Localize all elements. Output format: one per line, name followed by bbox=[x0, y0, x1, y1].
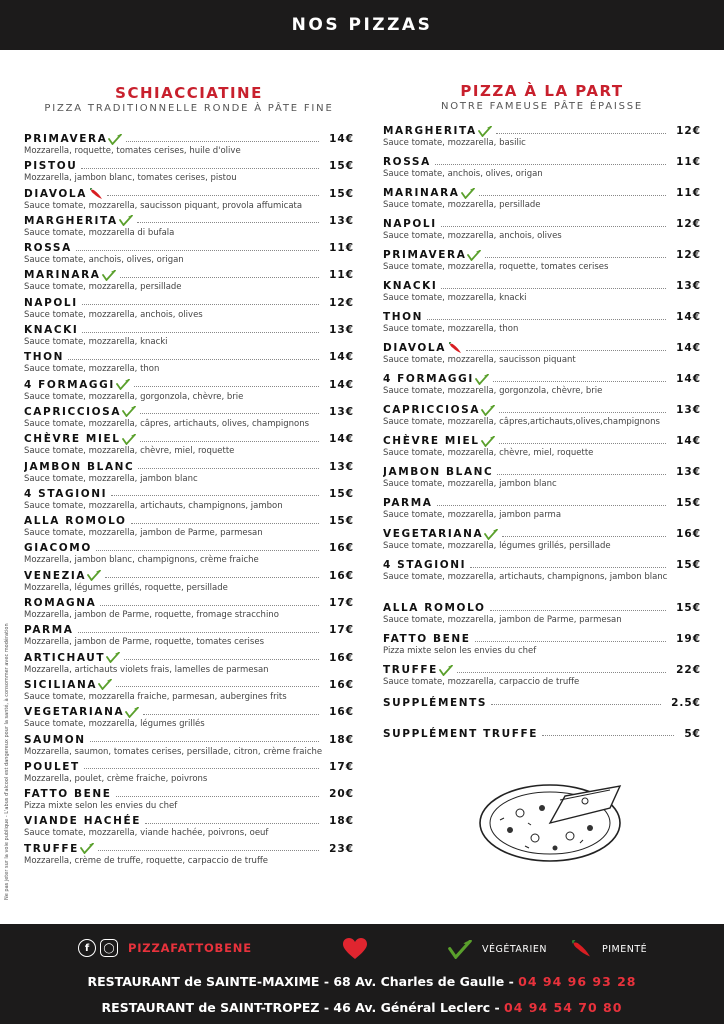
vegetarian-icon bbox=[116, 379, 130, 390]
dot-leader bbox=[470, 567, 666, 568]
dot-leader bbox=[493, 381, 666, 382]
menu-item bbox=[24, 487, 354, 514]
menu-item bbox=[24, 514, 354, 541]
item-name: 4 FORMAGGI bbox=[24, 378, 115, 391]
dot-leader bbox=[81, 168, 319, 169]
dot-leader bbox=[490, 610, 667, 611]
menu-item bbox=[383, 155, 701, 186]
vegetarian-icon bbox=[484, 529, 498, 540]
menu-item bbox=[383, 527, 701, 558]
menu-item bbox=[24, 296, 354, 323]
dot-leader bbox=[140, 413, 319, 414]
item-name: GIACOMO bbox=[24, 542, 92, 555]
item-name: NAPOLI bbox=[383, 218, 437, 230]
dot-leader bbox=[140, 441, 320, 442]
dot-leader bbox=[116, 686, 319, 687]
item-price: 20€ bbox=[329, 788, 354, 801]
item-price: 13€ bbox=[329, 405, 354, 418]
menu-item bbox=[24, 787, 354, 814]
dot-leader bbox=[485, 257, 666, 258]
menu-item bbox=[24, 814, 354, 841]
item-price: 14€ bbox=[676, 373, 701, 385]
item-description: Sauce tomate, mozzarella, roquette, tomates cerises bbox=[383, 262, 609, 272]
dot-leader bbox=[499, 412, 666, 413]
menu-item bbox=[383, 601, 701, 632]
menu-item bbox=[383, 632, 701, 663]
item-description: Sauce tomate, mozzarella, jambon blanc bbox=[24, 473, 198, 484]
item-description: Sauce tomate, mozzarella di bufala bbox=[24, 227, 175, 238]
menu-item bbox=[24, 623, 354, 650]
item-description: Sauce tomate, mozzarella, anchois, olives bbox=[24, 309, 203, 320]
chili-icon bbox=[448, 342, 462, 354]
dot-leader bbox=[499, 443, 667, 444]
item-name: 4 STAGIONI bbox=[24, 487, 108, 500]
dot-leader bbox=[82, 332, 319, 333]
item-description: Sauce tomate, mozzarella, knacki bbox=[383, 293, 527, 303]
item-description: Mozzarella, jambon blanc, tomates cerises, pistou bbox=[24, 173, 237, 184]
item-name: SICILIANA bbox=[24, 678, 98, 691]
item-description: Sauce tomate, mozzarella, knacki bbox=[24, 337, 168, 348]
pizza-a-la-part-section bbox=[383, 82, 701, 756]
item-name: CHÈVRE MIEL bbox=[383, 435, 480, 447]
vegetarian-icon bbox=[102, 270, 116, 281]
item-name: KNACKI bbox=[24, 324, 79, 337]
dot-leader bbox=[435, 164, 666, 165]
vegetarian-icon bbox=[125, 707, 139, 718]
item-price: 15€ bbox=[329, 487, 354, 500]
item-description: Mozzarella, jambon de Parme, roquette, tomates cerises bbox=[24, 637, 264, 648]
item-description: Sauce tomate, mozzarella, câpres,artichauts,olives,champignons bbox=[383, 417, 660, 427]
item-name: CHÈVRE MIEL bbox=[24, 433, 121, 446]
dot-leader bbox=[107, 195, 319, 196]
menu-item bbox=[24, 760, 354, 787]
item-description: Sauce tomate, anchois, olives, origan bbox=[24, 255, 184, 266]
section-title: SCHIACCIATINE bbox=[115, 84, 263, 102]
menu-item bbox=[383, 465, 701, 496]
menu-item bbox=[383, 403, 701, 434]
item-description: Mozzarella, saumon, tomates cerises, persillade, citron, crème fraiche bbox=[24, 746, 323, 757]
menu-item bbox=[24, 214, 354, 241]
item-price: 17€ bbox=[329, 597, 354, 610]
item-description: Pizza mixte selon les envies du chef bbox=[24, 801, 178, 812]
vegetarian-icon bbox=[448, 940, 472, 959]
item-price: 16€ bbox=[329, 706, 354, 719]
menu-item bbox=[383, 186, 701, 217]
dot-leader bbox=[466, 350, 666, 351]
item-description: Sauce tomate, mozzarella, gorgonzola, chèvre, brie bbox=[383, 386, 603, 396]
dot-leader bbox=[111, 495, 319, 496]
item-name: ROSSA bbox=[383, 156, 431, 168]
item-description: Sauce tomate, mozzarella, artichauts, champignons, jambon blanc bbox=[383, 572, 668, 582]
item-description: Pizza mixte selon les envies du chef bbox=[383, 646, 537, 656]
item-name: FATTO BENE bbox=[383, 633, 471, 645]
item-name: MARGHERITA bbox=[24, 214, 118, 227]
menu-list bbox=[24, 132, 354, 869]
menu-item bbox=[24, 842, 354, 869]
item-description: Sauce tomate, mozzarella, carpaccio de truffe bbox=[383, 677, 580, 687]
item-price: 18€ bbox=[329, 815, 354, 828]
item-description: Mozzarella, crème de truffe, roquette, carpaccio de truffe bbox=[24, 855, 269, 866]
page-title: NOS PIZZAS bbox=[291, 15, 433, 35]
vegetarian-icon bbox=[98, 679, 112, 690]
dot-leader bbox=[437, 505, 667, 506]
dot-leader bbox=[441, 226, 666, 227]
menu-item bbox=[383, 341, 701, 372]
menu-item bbox=[24, 460, 354, 487]
item-name: PARMA bbox=[24, 624, 74, 637]
legal-note-text: Ne pas jeter sur la voie publique - L'abus d'alcool est dangereux pour la santé, à consommer avec modération bbox=[4, 623, 10, 900]
item-price: 14€ bbox=[329, 433, 354, 446]
item-price: 14€ bbox=[676, 342, 701, 354]
item-description: Sauce tomate, anchois, olives, origan bbox=[383, 169, 543, 179]
item-price: 12€ bbox=[676, 125, 701, 137]
vegetarian-icon bbox=[106, 652, 120, 663]
vegetarian-icon bbox=[461, 188, 475, 199]
footer bbox=[0, 924, 724, 1024]
item-price: 14€ bbox=[676, 435, 701, 447]
item-description: Sauce tomate, mozzarella, légumes grillés bbox=[24, 719, 205, 730]
item-name: VENEZIA bbox=[24, 569, 87, 582]
item-price: 13€ bbox=[676, 280, 701, 292]
item-description: Mozzarella, jambon blanc, champignons, crème fraiche bbox=[24, 555, 259, 566]
dot-leader bbox=[497, 474, 666, 475]
social-handle[interactable]: PIZZAFATTOBENE bbox=[128, 941, 252, 955]
item-description: Sauce tomate, mozzarella, chèvre, miel, roquette bbox=[383, 448, 594, 458]
item-description: Sauce tomate, mozzarella, gorgonzola, chèvre, brie bbox=[24, 391, 244, 402]
item-description: Sauce tomate, mozzarella, légumes grillés, persillade bbox=[383, 541, 611, 551]
legend-veg-label: VÉGÉTARIEN bbox=[482, 944, 547, 955]
item-price: 14€ bbox=[329, 378, 354, 391]
dot-leader bbox=[496, 133, 666, 134]
vegetarian-icon bbox=[439, 665, 453, 676]
address-saint-tropez: RESTAURANT de SAINT-TROPEZ - 46 Av. Général Leclerc - 04 94 54 70 80 bbox=[101, 1000, 623, 1015]
item-price: 15€ bbox=[676, 602, 701, 614]
item-description: Sauce tomate, mozzarella, chèvre, miel, roquette bbox=[24, 446, 235, 457]
menu-item bbox=[383, 663, 701, 694]
item-name: VEGETARIANA bbox=[383, 528, 484, 540]
dot-leader bbox=[105, 577, 319, 578]
schiacciatine-section bbox=[24, 84, 354, 869]
vegetarian-icon bbox=[467, 250, 481, 261]
item-name: MARINARA bbox=[24, 269, 101, 282]
item-description: Mozzarella, jambon de Parme, roquette, fromage stracchino bbox=[24, 610, 279, 621]
item-description: Sauce tomate, mozzarella, anchois, olives bbox=[383, 231, 562, 241]
dot-leader bbox=[145, 823, 319, 824]
menu-item bbox=[24, 569, 354, 596]
item-name: ALLA ROMOLO bbox=[24, 515, 127, 528]
item-description: Sauce tomate, mozzarella, saucisson piquant bbox=[383, 355, 576, 365]
dot-leader bbox=[491, 704, 661, 705]
vegetarian-icon bbox=[481, 405, 495, 416]
phone-link[interactable]: 04 94 96 93 28 bbox=[518, 974, 637, 989]
item-description: Sauce tomate, mozzarella, artichauts, champignons, jambon bbox=[24, 500, 283, 511]
menu-item bbox=[24, 432, 354, 459]
dot-leader bbox=[90, 741, 319, 742]
item-price: 15€ bbox=[676, 497, 701, 509]
item-price: 11€ bbox=[329, 269, 354, 282]
legend-hot-label: PIMENTÉ bbox=[602, 943, 648, 955]
dot-leader bbox=[120, 277, 320, 278]
legal-note bbox=[4, 623, 14, 900]
vegetarian-icon bbox=[122, 406, 136, 417]
facebook-icon[interactable]: f bbox=[78, 939, 96, 957]
vegetarian-icon bbox=[108, 134, 122, 145]
supplement-price: 5€ bbox=[684, 727, 701, 740]
item-name: KNACKI bbox=[383, 280, 438, 292]
item-price: 11€ bbox=[676, 156, 701, 168]
supplement-item bbox=[383, 725, 701, 756]
dot-leader bbox=[479, 195, 667, 196]
item-name: MARGHERITA bbox=[383, 125, 477, 137]
menu-item bbox=[383, 217, 701, 248]
dot-leader bbox=[126, 141, 319, 142]
heart-icon bbox=[342, 937, 368, 961]
dot-leader bbox=[137, 222, 319, 223]
supplement-price: 2.5€ bbox=[671, 696, 701, 709]
item-name: FATTO BENE bbox=[24, 788, 112, 801]
dot-leader bbox=[76, 250, 319, 251]
menu-item bbox=[383, 310, 701, 341]
dot-leader bbox=[78, 632, 320, 633]
legend-vegetarian bbox=[448, 940, 547, 959]
item-name: DIAVOLA bbox=[383, 342, 446, 354]
item-name: ARTICHAUT bbox=[24, 651, 106, 664]
menu-item bbox=[24, 541, 354, 568]
item-description: Mozzarella, poulet, crème fraiche, poivrons bbox=[24, 773, 208, 784]
item-name: JAMBON BLANC bbox=[383, 466, 494, 478]
item-description: Sauce tomate, mozzarella, persillade bbox=[24, 282, 182, 293]
item-description: Mozzarella, artichauts violets frais, lamelles de parmesan bbox=[24, 664, 269, 675]
dot-leader bbox=[68, 359, 319, 360]
item-price: 14€ bbox=[329, 133, 354, 145]
menu-item bbox=[24, 405, 354, 432]
menu-item bbox=[24, 323, 354, 350]
item-price: 15€ bbox=[329, 160, 354, 173]
item-name: MARINARA bbox=[383, 187, 460, 199]
supplement-name: SUPPLÉMENTS bbox=[383, 696, 488, 709]
item-name: VIANDE HACHÉE bbox=[24, 815, 142, 828]
menu-item bbox=[24, 678, 354, 705]
chili-icon bbox=[570, 940, 592, 958]
section-title: PIZZA À LA PART bbox=[460, 82, 624, 100]
dot-leader bbox=[143, 714, 319, 715]
dot-leader bbox=[475, 641, 667, 642]
item-price: 16€ bbox=[329, 542, 354, 555]
menu-item bbox=[383, 124, 701, 155]
item-name: CAPRICCIOSA bbox=[24, 405, 122, 418]
item-price: 12€ bbox=[676, 218, 701, 230]
menu-item bbox=[24, 268, 354, 295]
dot-leader bbox=[134, 386, 319, 387]
pizza-illustration bbox=[470, 768, 640, 868]
menu-list bbox=[383, 124, 701, 694]
item-description: Sauce tomate, mozzarella, jambon parma bbox=[383, 510, 562, 520]
item-description: Sauce tomate, mozzarella fraiche, parmesan, aubergines frits bbox=[24, 691, 287, 702]
dot-leader bbox=[131, 523, 320, 524]
item-price: 18€ bbox=[329, 733, 354, 746]
item-name: POULET bbox=[24, 760, 80, 773]
item-price: 12€ bbox=[329, 296, 354, 309]
item-name: PRIMAVERA bbox=[24, 133, 108, 145]
menu-item bbox=[383, 496, 701, 527]
dot-leader bbox=[441, 288, 666, 289]
social-links bbox=[78, 939, 252, 957]
item-name: PRIMAVERA bbox=[383, 249, 467, 261]
item-name: SAUMON bbox=[24, 733, 86, 746]
section-subtitle: PIZZA TRADITIONNELLE RONDE À PÂTE FINE bbox=[44, 103, 334, 114]
menu-item bbox=[24, 705, 354, 732]
dot-leader bbox=[138, 468, 319, 469]
item-price: 17€ bbox=[329, 760, 354, 773]
item-name: PISTOU bbox=[24, 160, 78, 173]
vegetarian-icon bbox=[80, 843, 94, 854]
legend-spicy bbox=[570, 940, 647, 958]
chili-icon bbox=[89, 188, 103, 200]
menu-item bbox=[24, 159, 354, 186]
item-price: 19€ bbox=[676, 633, 701, 645]
item-price: 13€ bbox=[329, 214, 354, 227]
dot-leader bbox=[457, 672, 666, 673]
item-price: 14€ bbox=[676, 311, 701, 323]
item-name: 4 FORMAGGI bbox=[383, 373, 474, 385]
item-description: Sauce tomate, mozzarella, persillade bbox=[383, 200, 541, 210]
item-price: 16€ bbox=[676, 528, 701, 540]
menu-item bbox=[24, 241, 354, 268]
item-price: 14€ bbox=[329, 351, 354, 364]
item-description: Mozzarella, légumes grillés, roquette, persillade bbox=[24, 582, 228, 593]
menu-item bbox=[24, 596, 354, 623]
address-sainte-maxime: RESTAURANT de SAINTE-MAXIME - 68 Av. Charles de Gaulle - 04 94 96 93 28 bbox=[87, 974, 637, 989]
item-description: Sauce tomate, mozzarella, viande hachée, poivrons, oeuf bbox=[24, 828, 269, 839]
dot-leader bbox=[100, 605, 319, 606]
item-price: 13€ bbox=[676, 404, 701, 416]
section-subtitle: NOTRE FAMEUSE PÂTE ÉPAISSE bbox=[440, 101, 644, 112]
menu-item bbox=[383, 434, 701, 465]
vegetarian-icon bbox=[478, 126, 492, 137]
menu-item bbox=[383, 372, 701, 403]
phone-link[interactable]: 04 94 54 70 80 bbox=[504, 1000, 623, 1015]
item-price: 12€ bbox=[676, 249, 701, 261]
item-description: Sauce tomate, mozzarella, thon bbox=[383, 324, 519, 334]
supplement-name: SUPPLÉMENT TRUFFE bbox=[383, 727, 539, 740]
vegetarian-icon bbox=[87, 570, 101, 581]
item-price: 15€ bbox=[676, 559, 701, 571]
item-price: 16€ bbox=[329, 678, 354, 691]
item-description: Sauce tomate, mozzarella, câpres, artichauts, olives, champignons bbox=[24, 418, 310, 429]
item-name: THON bbox=[24, 351, 65, 364]
dot-leader bbox=[96, 550, 319, 551]
dot-leader bbox=[124, 659, 319, 660]
supplement-item bbox=[383, 694, 701, 725]
item-price: 13€ bbox=[329, 460, 354, 473]
item-name: CAPRICCIOSA bbox=[383, 404, 481, 416]
item-price: 13€ bbox=[676, 466, 701, 478]
menu-item bbox=[24, 132, 354, 159]
item-price: 15€ bbox=[329, 187, 354, 200]
item-name: THON bbox=[383, 311, 424, 323]
item-price: 22€ bbox=[676, 664, 701, 676]
dot-leader bbox=[542, 735, 674, 736]
dot-leader bbox=[502, 536, 666, 537]
item-name: ROMAGNA bbox=[24, 597, 97, 610]
item-price: 17€ bbox=[329, 624, 354, 637]
item-description: Sauce tomate, mozzarella, saucisson piquant, provola affumicata bbox=[24, 200, 303, 211]
menu-item bbox=[24, 187, 354, 214]
item-name: DIAVOLA bbox=[24, 187, 87, 200]
item-price: 13€ bbox=[329, 324, 354, 337]
dot-leader bbox=[98, 850, 319, 851]
item-name: ROSSA bbox=[24, 242, 72, 255]
item-description: Mozzarella, roquette, tomates cerises, huile d'olive bbox=[24, 146, 241, 156]
item-name: JAMBON BLANC bbox=[24, 460, 135, 473]
menu-item bbox=[24, 378, 354, 405]
menu-item bbox=[24, 350, 354, 377]
item-price: 11€ bbox=[676, 187, 701, 199]
item-price: 16€ bbox=[329, 569, 354, 582]
item-description: Sauce tomate, mozzarella, jambon de Parme, parmesan bbox=[383, 615, 622, 625]
item-name: TRUFFE bbox=[24, 842, 79, 855]
item-name: PARMA bbox=[383, 497, 433, 509]
item-price: 15€ bbox=[329, 515, 354, 528]
header-bar bbox=[0, 0, 724, 50]
item-description: Sauce tomate, mozzarella, basilic bbox=[383, 138, 526, 148]
dot-leader bbox=[82, 304, 319, 305]
item-name: TRUFFE bbox=[383, 664, 438, 676]
menu-item bbox=[24, 733, 354, 760]
item-price: 16€ bbox=[329, 651, 354, 664]
dot-leader bbox=[84, 768, 319, 769]
vegetarian-icon bbox=[119, 215, 133, 226]
menu-item bbox=[383, 248, 701, 279]
menu-item bbox=[383, 279, 701, 310]
dot-leader bbox=[427, 319, 666, 320]
instagram-icon[interactable]: ◯ bbox=[100, 939, 118, 957]
dot-leader bbox=[116, 796, 320, 797]
vegetarian-icon bbox=[475, 374, 489, 385]
item-description: Sauce tomate, mozzarella, thon bbox=[24, 364, 160, 375]
vegetarian-icon bbox=[481, 436, 495, 447]
item-name: NAPOLI bbox=[24, 296, 78, 309]
menu-item bbox=[383, 558, 701, 601]
item-price: 23€ bbox=[329, 842, 354, 855]
supplements-list bbox=[383, 694, 701, 756]
menu-item bbox=[24, 651, 354, 678]
item-price: 11€ bbox=[329, 242, 354, 255]
vegetarian-icon bbox=[122, 434, 136, 445]
item-description: Sauce tomate, mozzarella, jambon de Parme, parmesan bbox=[24, 528, 263, 539]
item-description: Sauce tomate, mozzarella, jambon blanc bbox=[383, 479, 557, 489]
item-name: VEGETARIANA bbox=[24, 706, 125, 719]
item-name: ALLA ROMOLO bbox=[383, 602, 486, 614]
item-name: 4 STAGIONI bbox=[383, 559, 467, 571]
